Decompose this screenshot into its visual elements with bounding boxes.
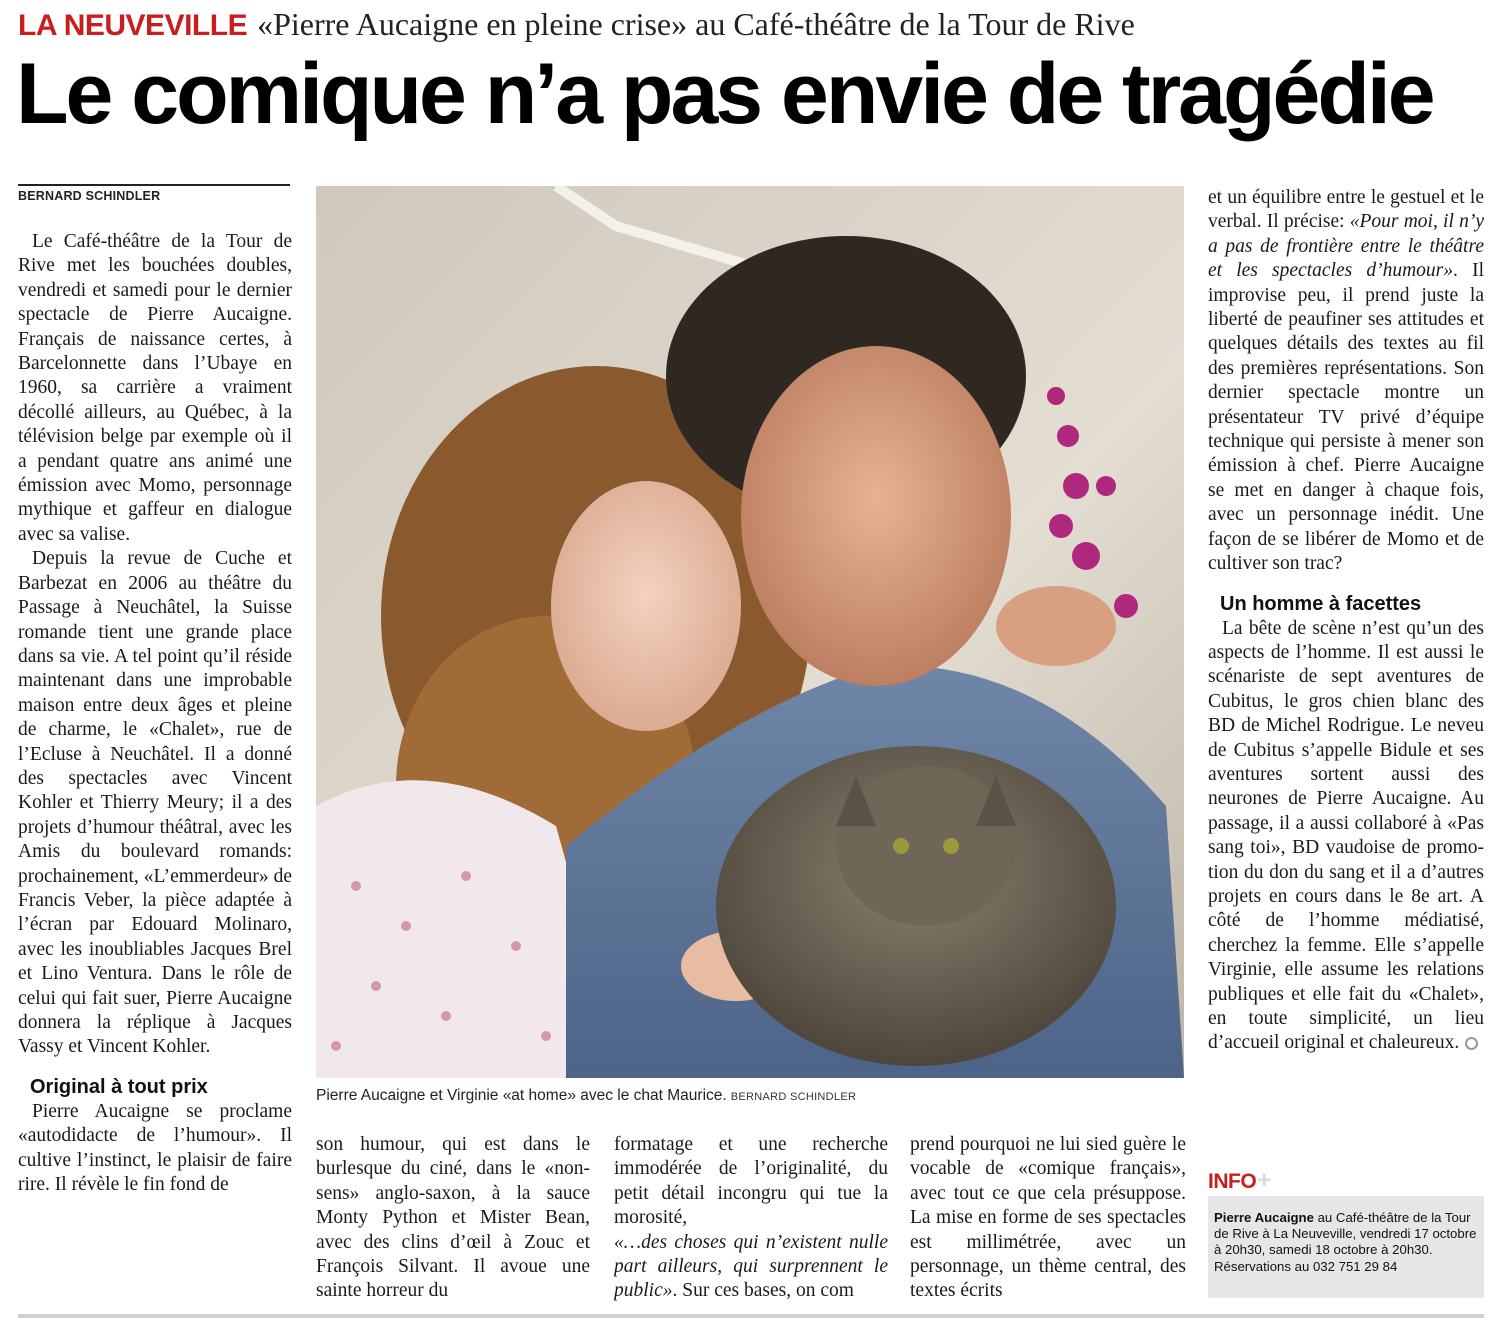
column-5	[1208, 186, 1484, 1156]
kicker	[18, 6, 1488, 42]
info-box	[1208, 1196, 1484, 1298]
kicker-place: LA NEUVEVILLE	[18, 9, 248, 42]
paragraph-4-rest: . Sur ces bases, on com	[672, 1280, 854, 1302]
paragraph-3a: Pierre Aucaigne se proclame «autodidacte de l’humour». Il cultive l’instinct, le plaisir de faire rire. Il révèle le fin fond de	[18, 1100, 292, 1196]
info-text: au Café-théâtre de la Tour de Rive à La Neuveville, vendredi 17 octobre à 20h30, samedi 18 octobre à 20h30. Réservations au 032 751 29 84	[1214, 1210, 1477, 1274]
paragraph-4c-start: et un équilibre entre le gestuel et le verbal. Il précise:	[1208, 187, 1484, 233]
info-label-text: INFO	[1208, 1170, 1257, 1193]
end-mark-icon	[1465, 1037, 1478, 1050]
byline-rule	[18, 184, 290, 186]
quote-public: «…des choses qui n’existent nulle part ailleurs, qui surprennent le public»	[614, 1231, 888, 1302]
column-2	[316, 1133, 590, 1313]
column-4	[910, 1133, 1186, 1313]
photo-credit: BERNARD SCHINDLER	[730, 1091, 857, 1103]
paragraph-5-text: La bête de scène n’est qu’un des aspects de l’homme. Il est aussi le scénariste de sept aventures de Cubitus, le gros chien blanc des BD de Michel Rodrigue. Le neveu de Cubitus s’appelle Bidule et ses aventures sortent aussi des neurones de Pierre Aucaigne. Au passage, il a aussi collaboré à «Pas sang toi», BD vaudoise de promotion du don du sang et il a d’autres projets en cours dans le 8e art. A côté de l’homme médiatisé, cherchez la femme. Elle s’appelle Virginie, elle assume les relations publiques et elle fait du «Chalet», en toute simplicité, un lieu d’accueil original et chaleureux.	[1208, 617, 1484, 1054]
subhead-original: Original à tout prix	[30, 1075, 208, 1098]
paragraph-5	[1208, 617, 1484, 1056]
byline: BERNARD SCHINDLER	[18, 189, 161, 203]
info-label	[1208, 1168, 1328, 1194]
quote-frontiere: «Pour moi, il n’y a pas de frontière entre le théâtre et les spectacles d’humour»	[1208, 211, 1484, 282]
info-name: Pierre Aucaigne	[1214, 1210, 1314, 1225]
paragraph-2: Depuis la revue de Cuche et Barbezat en 2006 au théâtre du Passage à Neuchâtel, la Suisse romande tient une grande place dans sa vie. A tel point qu’il réside maintenant dans une improbable maison entre deux âges et pleine de charme, le «Chalet», rue de l’Ecluse à Neuchâtel. Il a donné des spectacles avec Vincent Kohler et Thierry Meury; il a des projets d’humour théâtral, avec les Amis du boulevard romands: prochainement, «L’emmerdeur» de Francis Veber, la pièce adaptée à l’écran par Edouard Molinaro, avec les inoubliables Jacques Brel et Lino Ventura. Dans le rôle de celui qui fait suer, Pierre Aucaigne donnera la réplique à Jacques Vassy et Vincent Kohler.	[18, 548, 292, 1058]
paragraph-4b: prend pourquoi ne lui sied guère le vocable de «comique français», avec tout ce que cela présuppose. La mise en forme de ses spectacles est millimétrée, avec un personnage, un thème central, des textes écrits	[910, 1134, 1186, 1302]
headline: Le comique n’a pas envie de tragédie	[16, 46, 1433, 142]
photo-illustration	[316, 186, 1184, 1078]
bottom-rule	[18, 1314, 1484, 1318]
paragraph-4c-end: . Il improvise peu, il prend juste la liberté de peaufiner ses attitudes et quelques détails des textes au fil des premières représentations. Son dernier spectacle montre un présentateur TV privé d’équipe technique qui persiste à mener son émission à chef. Pierre Aucaigne se met en danger à chaque fois, avec un personnage inédit. Une façon de se libérer de Momo et de cultiver son trac?	[1208, 260, 1484, 575]
paragraph-3b: son humour, qui est dans le burlesque du ciné, dans le «non-sens» anglo-saxon, à la sauce Monty Python et Mister Bean, avec des clins d’œil à Zouc et François Silvant. Il avoue une sainte horreur du	[316, 1134, 590, 1302]
kicker-text: «Pierre Aucaigne en pleine crise» au Café-théâtre de la Tour de Rive	[257, 6, 1135, 42]
paragraph-3c: formatage et une recherche immodérée de l’originalité, du petit détail incongru qui tue la morosité,	[614, 1134, 888, 1229]
paragraph-4	[614, 1231, 888, 1304]
caption-text: Pierre Aucaigne et Virginie «at home» avec le chat Maurice.	[316, 1087, 727, 1104]
article-photo	[316, 186, 1184, 1078]
photo-caption	[316, 1085, 1184, 1109]
paragraph-4c	[1208, 186, 1484, 577]
column-3	[614, 1133, 888, 1313]
column-1	[18, 230, 292, 1300]
paragraph-1: Le Café-théâtre de la Tour de Rive met les bouchées doubles, vendredi et samedi pour le dernier spectacle de Pierre Aucaigne. Français de naissance certes, à Barcelonnette dans l’Ubaye en 1960, sa carrière a vraiment décollé ailleurs, au Québec, à la télévision belge par exemple où il a pendant quatre ans animé une émission avec Momo, personnage mythique et gaffeur en dialogue avec sa valise.	[18, 231, 292, 545]
plus-icon: +	[1257, 1167, 1271, 1194]
subhead-facettes: Un homme à facettes	[1220, 592, 1422, 615]
